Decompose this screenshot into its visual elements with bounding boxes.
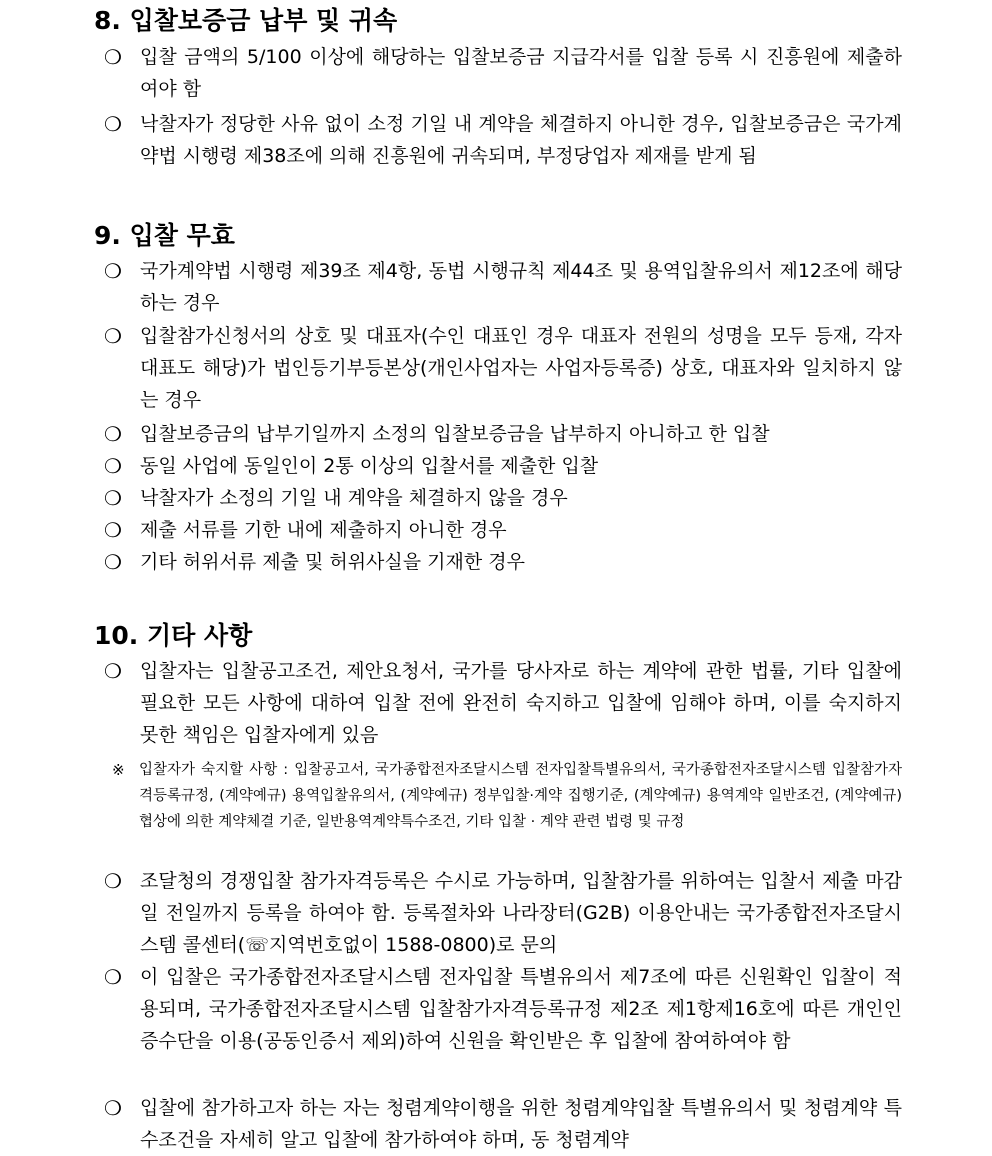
circle-bullet-icon: ❍	[104, 869, 122, 893]
circle-bullet-icon: ❍	[104, 112, 122, 136]
list-item	[104, 108, 902, 172]
item-text: 조달청의 경쟁입찰 참가자격등록은 수시로 가능하며, 입찰참가를 위하여는 입찰서 제출 마감일 전일까지 등록을 하여야 함. 등록절차와 나라장터(G2B) 이용안내는 국가종합전자조달시스템 콜센터(☏지역번호없이 1588-0800)로 문의	[140, 870, 902, 956]
item-text: 입찰 금액의 5/100 이상에 해당하는 입찰보증금 지급각서를 입찰 등록 시 진흥원에 제출하여야 함	[140, 46, 902, 100]
circle-bullet-icon: ❍	[104, 518, 122, 542]
item-text: 제출 서류를 기한 내에 제출하지 아니한 경우	[140, 519, 507, 541]
list-item	[104, 961, 902, 1057]
reference-mark-icon: ※	[112, 761, 125, 779]
item-text: 입찰보증금의 납부기일까지 소정의 입찰보증금을 납부하지 아니하고 한 입찰	[140, 423, 770, 445]
item-text: 입찰자는 입찰공고조건, 제안요청서, 국가를 당사자로 하는 계약에 관한 법률, 기타 입찰에 필요한 모든 사항에 대하여 입찰 전에 완전히 숙지하고 입찰에 임해야 하며, 이를 숙지하지 못한 책임은 입찰자에게 있음	[140, 660, 902, 746]
list-item	[104, 482, 902, 514]
list-item	[104, 546, 902, 578]
circle-bullet-icon: ❍	[104, 422, 122, 446]
circle-bullet-icon: ❍	[104, 965, 122, 989]
circle-bullet-icon: ❍	[104, 1096, 122, 1120]
item-text: 동일 사업에 동일인이 2통 이상의 입찰서를 제출한 입찰	[140, 455, 599, 477]
item-text: 입찰에 참가하고자 하는 자는 청렴계약이행을 위한 청렴계약입찰 특별유의서 및 청렴계약 특수조건을 자세히 알고 입찰에 참가하여야 하며, 동 청렴계약	[140, 1097, 902, 1151]
list-item	[104, 418, 902, 450]
circle-bullet-icon: ❍	[104, 659, 122, 683]
circle-bullet-icon: ❍	[104, 550, 122, 574]
item-text: 낙찰자가 정당한 사유 없이 소정 기일 내 계약을 체결하지 아니한 경우, 입찰보증금은 국가계약법 시행령 제38조에 의해 진흥원에 귀속되며, 부정당업자 제재를 받게 됨	[140, 113, 902, 167]
circle-bullet-icon: ❍	[104, 324, 122, 348]
section-10-title: 10. 기타 사항	[94, 621, 253, 650]
note-text: 입찰자가 숙지할 사항 : 입찰공고서, 국가종합전자조달시스템 전자입찰특별유의서, 국가종합전자조달시스템 입찰참가자격등록규정, (계약예규) 용역입찰유의서, (계약예규) 정부입찰·계약 집행기준, (계약예규) 용역계약 일반조건, (계약예규) 협상에 의한 계약체결 기준, 일반용역계약특수조건, 기타 입찰 · 계약 관련 법령 및 규정	[139, 762, 902, 830]
list-item	[104, 450, 902, 482]
circle-bullet-icon: ❍	[104, 454, 122, 478]
list-item	[104, 514, 902, 546]
item-text: 기타 허위서류 제출 및 허위사실을 기재한 경우	[140, 551, 525, 573]
list-item	[104, 865, 902, 961]
circle-bullet-icon: ❍	[104, 45, 122, 69]
section-8-title: 8. 입찰보증금 납부 및 귀속	[94, 6, 398, 35]
circle-bullet-icon: ❍	[104, 259, 122, 283]
list-item	[104, 41, 902, 105]
item-text: 입찰참가신청서의 상호 및 대표자(수인 대표인 경우 대표자 전원의 성명을 모두 등재, 각자 대표도 해당)가 법인등기부등본상(개인사업자는 사업자등록증) 상호, 대표자와 일치하지 않는 경우	[140, 325, 902, 411]
section-9-title: 9. 입찰 무효	[94, 221, 235, 250]
item-text: 낙찰자가 소정의 기일 내 계약을 체결하지 않을 경우	[140, 487, 568, 509]
list-item	[104, 320, 902, 416]
list-item	[104, 655, 902, 751]
list-item	[104, 1092, 902, 1156]
item-text: 이 입찰은 국가종합전자조달시스템 전자입찰 특별유의서 제7조에 따른 신원확인 입찰이 적용되며, 국가종합전자조달시스템 입찰참가자격등록규정 제2조 제1항제16호에 따른 개인인증수단을 이용(공동인증서 제외)하여 신원을 확인받은 후 입찰에 참여하여야 함	[140, 966, 902, 1052]
circle-bullet-icon: ❍	[104, 486, 122, 510]
list-item	[104, 255, 902, 319]
note-block	[112, 757, 902, 835]
item-text: 국가계약법 시행령 제39조 제4항, 동법 시행규칙 제44조 및 용역입찰유의서 제12조에 해당하는 경우	[140, 260, 902, 314]
